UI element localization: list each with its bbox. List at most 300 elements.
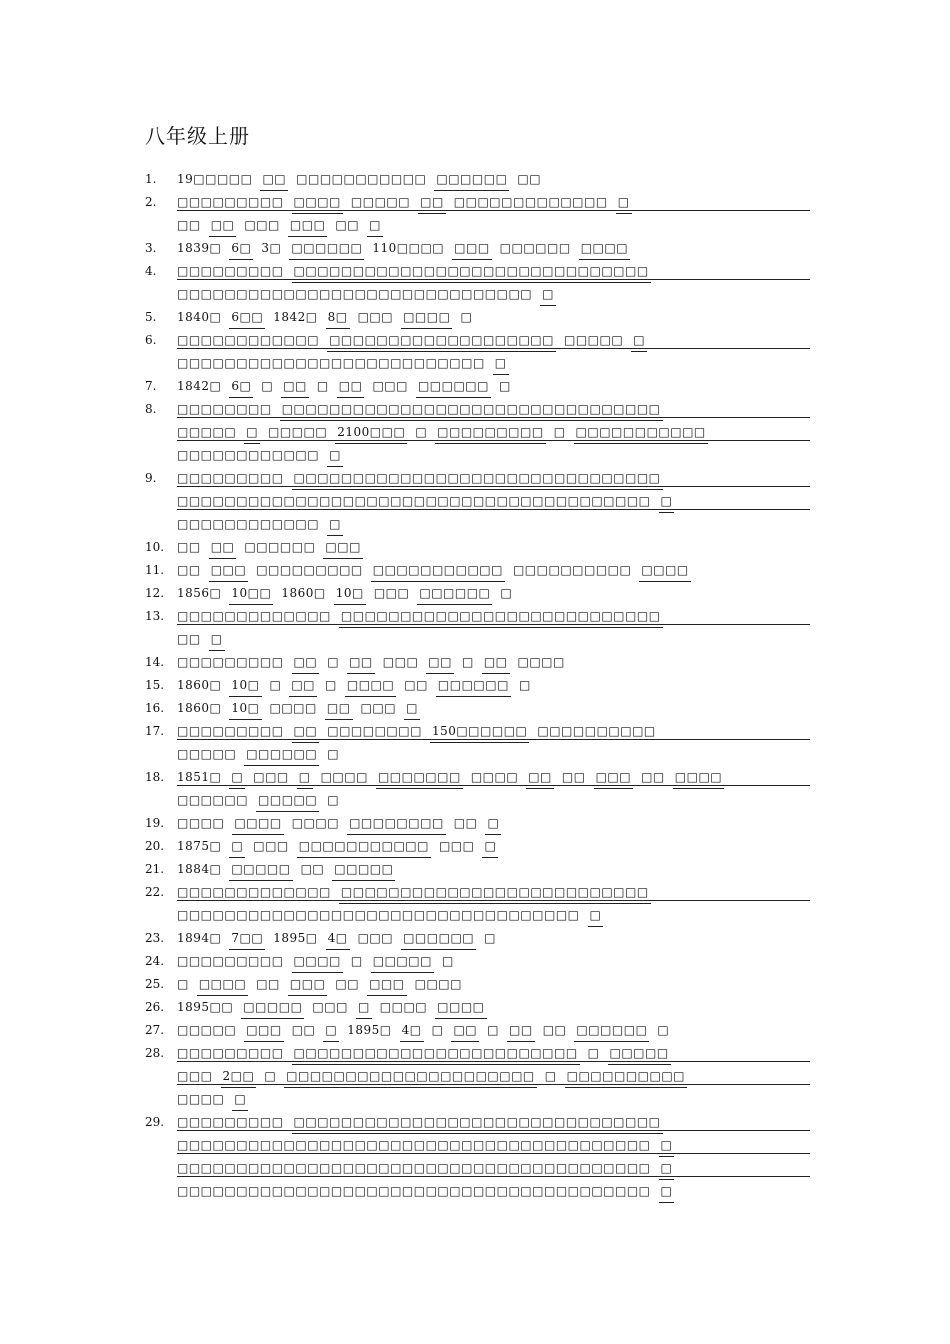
- question-segment: □□□□□□□□□□□□□□□□□□□□□□□□□□□□□□: [177, 287, 533, 301]
- question-segment: □□□□□□□□□□□□□□□□□□□□□□□□□□: [177, 356, 485, 370]
- answer-underline: [177, 624, 810, 625]
- question-line: [145, 766, 810, 789]
- answer-blank: □: [540, 283, 556, 306]
- question-line: [145, 996, 810, 1019]
- answer-blank: □□□□: [401, 306, 452, 329]
- question-number: 3.: [145, 241, 157, 255]
- question-segment: □□□□□: [177, 1023, 237, 1037]
- question-segment: 1895□□: [177, 1000, 234, 1014]
- question-number: 19.: [145, 816, 165, 830]
- question-segment: □□: [561, 770, 586, 784]
- question-segment: □□□□□□□□□□□□: [177, 448, 320, 462]
- question-item: [145, 996, 810, 1019]
- answer-blank: □□□□□: [256, 789, 319, 812]
- page-title: 八年级上册: [145, 124, 250, 148]
- question-segment: □□□□: [379, 1000, 428, 1014]
- answer-blank: □□□□: [292, 950, 343, 973]
- question-segment: □□□□□□□□□□□□□: [177, 609, 331, 623]
- question-segment: □□: [177, 563, 201, 577]
- question-segment: 1860□: [177, 678, 222, 692]
- question-text: [177, 444, 810, 467]
- answer-blank: □□□□□□□□□□□□□□□□□□□□□□□□□□□□□□□: [292, 1111, 663, 1134]
- question-segment: □: [327, 655, 340, 669]
- question-segment: □□□□□□□□□□□□□□□□□□□□□□□□□□□□□□□□□□□□□□□□: [177, 1138, 651, 1152]
- question-segment: 1856□: [177, 586, 222, 600]
- answer-blank: 6□: [229, 375, 253, 398]
- answer-blank: □□□□□□: [401, 927, 476, 950]
- question-segment: □□□: [312, 1000, 348, 1014]
- question-segment: □□□□□□: [177, 793, 249, 807]
- question-segment: □: [500, 586, 513, 600]
- answer-blank: □: [229, 766, 245, 789]
- question-segment: □□□: [357, 931, 394, 945]
- question-text: [177, 812, 810, 835]
- question-text: [177, 237, 810, 260]
- question-segment: □□□: [382, 655, 419, 669]
- question-number: 18.: [145, 770, 165, 784]
- answer-blank: □□□□□: [241, 996, 304, 1019]
- answer-blank: □□: [426, 651, 454, 674]
- question-segment: 1875□: [177, 839, 222, 853]
- answer-blank: □□□□: [232, 812, 283, 835]
- answer-blank: □□□□□□: [416, 375, 491, 398]
- question-item: [145, 950, 810, 973]
- question-line: [145, 283, 810, 306]
- answer-blank: 6□: [229, 237, 253, 260]
- answer-blank: □: [356, 996, 372, 1019]
- question-item: [145, 375, 810, 398]
- question-line: [145, 812, 810, 835]
- answer-blank: □□□□□□: [436, 674, 511, 697]
- question-item: [145, 605, 810, 651]
- answer-underline: [177, 1084, 810, 1085]
- question-segment: □□□□□□□□□: [177, 1115, 284, 1129]
- answer-blank: □□□: [288, 973, 328, 996]
- question-segment: □□□□□□□□□: [177, 195, 284, 209]
- question-number: 7.: [145, 379, 157, 393]
- question-item: [145, 191, 810, 237]
- question-line: [145, 168, 810, 191]
- question-segment: □: [544, 1069, 557, 1083]
- question-line: [145, 559, 810, 582]
- answer-underline: [177, 348, 810, 349]
- question-number: 1.: [145, 172, 157, 186]
- question-segment: □□□□□: [350, 195, 411, 209]
- question-line: [145, 1019, 810, 1042]
- question-segment: □□□□□□□□□: [177, 724, 284, 738]
- answer-underline: [177, 417, 810, 418]
- question-text: [177, 1180, 810, 1203]
- question-segment: □□□□□□: [499, 241, 571, 255]
- question-number: 17.: [145, 724, 165, 738]
- question-number: 29.: [145, 1115, 165, 1129]
- question-segment: □□□□□□□□□□□□□: [453, 195, 608, 209]
- answer-blank: □: [323, 1019, 339, 1042]
- question-segment: □□□□: [177, 1092, 225, 1106]
- answer-blank: □□□□□: [608, 1042, 671, 1065]
- answer-blank: □□□□□□□□□□□□□□□□□□□□□□□□□□□□□□: [292, 260, 651, 283]
- question-segment: 19□□□□□: [177, 172, 253, 186]
- question-line: [145, 789, 810, 812]
- question-number: 22.: [145, 885, 165, 899]
- question-number: 26.: [145, 1000, 165, 1014]
- question-segment: □: [441, 954, 454, 968]
- answer-blank: □□□: [288, 214, 328, 237]
- question-number: 28.: [145, 1046, 165, 1060]
- answer-blank: □□□: [367, 973, 407, 996]
- question-segment: □□□□: [470, 770, 519, 784]
- answer-blank: □□□□: [197, 973, 248, 996]
- question-line: [145, 191, 810, 214]
- question-text: [177, 628, 810, 651]
- question-segment: □□□□□□□□□: [177, 471, 284, 485]
- answer-blank: □□: [451, 1019, 479, 1042]
- answer-blank: □: [404, 697, 420, 720]
- question-segment: □□□: [253, 770, 289, 784]
- answer-blank: □□□□□□: [434, 168, 509, 191]
- answer-blank: □□□: [244, 1019, 284, 1042]
- question-text: [177, 375, 810, 398]
- question-segment: □□□□□□□□: [327, 724, 422, 738]
- answer-blank: □□: [507, 1019, 535, 1042]
- answer-blank: 150□□□□□□: [430, 720, 529, 743]
- question-line: [145, 904, 810, 927]
- answer-blank: □□: [337, 375, 365, 398]
- answer-blank: □□□□□□□□□□: [565, 1065, 687, 1088]
- answer-underline: [177, 279, 810, 280]
- question-item: [145, 651, 810, 674]
- question-number: 23.: [145, 931, 165, 945]
- question-segment: □□□□□□□□□□: [512, 563, 632, 577]
- question-segment: □□□□□□□□□□□□□: [177, 885, 331, 899]
- answer-blank: □□□□□□: [417, 582, 492, 605]
- question-segment: □□□□□□□□□□□□: [177, 333, 320, 347]
- answer-blank: □□□□□□□□□□□□□□□□□□□□□□□□□□□□□□□□: [280, 398, 663, 421]
- answer-blank: □: [485, 812, 501, 835]
- question-number: 4.: [145, 264, 157, 278]
- question-line: [145, 835, 810, 858]
- answer-underline: [177, 509, 810, 510]
- question-number: 14.: [145, 655, 165, 669]
- question-segment: □: [325, 678, 337, 692]
- question-segment: □: [553, 425, 566, 439]
- question-line: [145, 467, 810, 490]
- question-segment: □: [264, 1069, 277, 1083]
- answer-blank: □□: [289, 674, 317, 697]
- question-segment: □□□: [177, 1069, 213, 1083]
- question-number: 20.: [145, 839, 165, 853]
- question-text: [177, 697, 810, 720]
- question-segment: 1842□: [177, 379, 222, 393]
- answer-blank: □□□□□□□□□□□□□□□□□□□□□□□□□□□: [339, 605, 663, 628]
- question-item: [145, 720, 810, 766]
- question-item: [145, 168, 810, 191]
- answer-blank: □: [616, 191, 632, 214]
- answer-underline: [177, 1153, 810, 1154]
- question-line: [145, 375, 810, 398]
- question-line: [145, 674, 810, 697]
- answer-underline: [177, 785, 810, 786]
- question-item: [145, 260, 810, 306]
- question-segment: □□□: [373, 586, 410, 600]
- answer-blank: □: [367, 214, 383, 237]
- question-segment: □□□□□□□□□: [177, 1046, 284, 1060]
- question-segment: □□□: [253, 839, 289, 853]
- answer-blank: □: [482, 835, 498, 858]
- question-item: [145, 1019, 810, 1042]
- question-number: 6.: [145, 333, 157, 347]
- answer-blank: □□□□□: [371, 950, 434, 973]
- question-segment: □□□□□: [177, 425, 237, 439]
- question-segment: □: [261, 379, 274, 393]
- question-segment: 1895□: [347, 1023, 392, 1037]
- question-line: [145, 973, 810, 996]
- question-item: [145, 536, 810, 559]
- question-line: [145, 352, 810, 375]
- question-segment: □□□□□□□□□: [177, 264, 284, 278]
- answer-blank: □□□□□□: [289, 237, 364, 260]
- answer-underline: [177, 1176, 810, 1177]
- question-item: [145, 674, 810, 697]
- question-text: [177, 674, 810, 697]
- question-line: [145, 1065, 810, 1088]
- answer-underline: [177, 1130, 810, 1131]
- question-text: [177, 536, 810, 559]
- answer-blank: 4□: [326, 927, 350, 950]
- question-segment: □: [269, 678, 282, 692]
- answer-blank: □□□□: [579, 237, 630, 260]
- question-line: [145, 927, 810, 950]
- question-line: [145, 398, 810, 421]
- question-segment: 1860□: [177, 701, 222, 715]
- answer-blank: □□□□□□□□: [347, 812, 446, 835]
- question-line: [145, 536, 810, 559]
- question-line: [145, 1180, 810, 1203]
- question-segment: □□□□: [269, 701, 317, 715]
- answer-blank: 4□: [400, 1019, 424, 1042]
- question-item: [145, 697, 810, 720]
- answer-blank: □: [588, 904, 604, 927]
- question-item: [145, 559, 810, 582]
- answer-blank: □□□□: [345, 674, 396, 697]
- question-line: [145, 743, 810, 766]
- question-text: [177, 789, 810, 812]
- question-segment: □□□: [360, 701, 397, 715]
- answer-blank: □: [209, 628, 225, 651]
- question-line: [145, 444, 810, 467]
- answer-blank: □□: [347, 651, 375, 674]
- question-item: [145, 881, 810, 927]
- question-segment: □: [415, 425, 428, 439]
- answer-blank: 2100□□□: [335, 421, 407, 444]
- question-text: [177, 582, 810, 605]
- question-line: [145, 490, 810, 513]
- answer-blank: □: [659, 1157, 675, 1180]
- answer-blank: 10□: [229, 697, 261, 720]
- answer-blank: □□□□□□□□□□□: [371, 559, 505, 582]
- answer-blank: □□□□□□□□□□□□□□□□□□□□□□□□□□: [339, 881, 651, 904]
- answer-blank: □: [244, 421, 260, 444]
- question-text: [177, 858, 810, 881]
- answer-blank: □□□: [594, 766, 634, 789]
- question-segment: □: [518, 678, 531, 692]
- question-number: 2.: [145, 195, 157, 209]
- answer-blank: □□□□□□□□□: [435, 421, 546, 444]
- answer-blank: □□□□: [292, 191, 343, 214]
- question-segment: □□: [453, 816, 478, 830]
- question-segment: □□□□□□□□□□□□: [177, 517, 320, 531]
- question-line: [145, 306, 810, 329]
- question-segment: □□□□□□□□□: [177, 954, 284, 968]
- question-segment: □□: [517, 172, 542, 186]
- question-text: [177, 904, 810, 927]
- answer-blank: □□□: [452, 237, 492, 260]
- question-segment: □□□: [244, 218, 280, 232]
- question-line: [145, 582, 810, 605]
- question-text: [177, 743, 810, 766]
- answer-blank: □: [659, 1180, 675, 1203]
- question-item: [145, 858, 810, 881]
- question-item: [145, 835, 810, 858]
- answer-blank: □□: [209, 214, 237, 237]
- question-line: [145, 513, 810, 536]
- question-line: [145, 881, 810, 904]
- question-item: [145, 237, 810, 260]
- question-text: [177, 651, 810, 674]
- question-item: [145, 927, 810, 950]
- question-segment: □□: [641, 770, 665, 784]
- question-text: [177, 283, 810, 306]
- question-segment: □□□□: [177, 816, 225, 830]
- question-text: [177, 214, 810, 237]
- question-text: [177, 513, 810, 536]
- answer-underline: [177, 210, 810, 211]
- question-number: 27.: [145, 1023, 165, 1037]
- answer-underline: [177, 440, 810, 441]
- answer-blank: □□□□□□□□□□□□□□□□□□□: [327, 329, 556, 352]
- question-segment: 1895□: [273, 931, 318, 945]
- question-segment: □: [316, 379, 329, 393]
- question-segment: □□□: [357, 310, 394, 324]
- question-segment: □□□□□: [268, 425, 328, 439]
- question-segment: □□□□□□□□□□□□□□□□□□□□□□□□□□□□□□□□□□□□□□□□: [177, 1161, 651, 1175]
- question-item: [145, 582, 810, 605]
- answer-blank: □: [327, 444, 343, 467]
- question-line: [145, 1088, 810, 1111]
- question-item: [145, 766, 810, 812]
- answer-blank: □: [659, 1134, 675, 1157]
- answer-blank: □□: [281, 375, 309, 398]
- question-line: [145, 421, 810, 444]
- question-segment: □□□□: [320, 770, 368, 784]
- answer-blank: □□: [292, 720, 320, 743]
- question-number: 11.: [145, 563, 165, 577]
- question-segment: □□□: [438, 839, 475, 853]
- answer-blank: 7□□: [229, 927, 265, 950]
- question-number: 16.: [145, 701, 165, 715]
- question-segment: □: [460, 310, 473, 324]
- question-line: [145, 329, 810, 352]
- question-segment: □□□□□□□□□□: [537, 724, 656, 738]
- question-segment: □: [487, 1023, 499, 1037]
- answer-blank: □□□: [323, 536, 363, 559]
- question-segment: □: [657, 1023, 670, 1037]
- question-segment: □□: [542, 1023, 567, 1037]
- question-text: [177, 973, 810, 996]
- question-segment: □□□□□□□□□□□□□□□□□□□□□□□□□□□□□□□□□□□□□□□□: [177, 1184, 651, 1198]
- question-segment: 3□: [261, 241, 282, 255]
- answer-blank: □□□□□□□□□□□□□□□□□□□□□□□□□□□□□□□: [292, 467, 663, 490]
- answer-blank: □: [297, 766, 313, 789]
- question-line: [145, 237, 810, 260]
- question-line: [145, 1111, 810, 1134]
- question-segment: □: [327, 793, 340, 807]
- question-segment: □□: [335, 218, 360, 232]
- answer-blank: □□: [418, 191, 446, 214]
- answer-blank: □□: [325, 697, 353, 720]
- answer-blank: □□□□□□□□□□□□□□□□□□□□□□□□: [292, 1042, 580, 1065]
- question-segment: □: [484, 931, 496, 945]
- question-segment: □: [177, 977, 189, 991]
- answer-blank: □□□□□: [332, 858, 395, 881]
- question-segment: □□: [177, 540, 201, 554]
- question-item: [145, 973, 810, 996]
- answer-blank: □□: [526, 766, 554, 789]
- question-segment: □□□: [372, 379, 408, 393]
- question-text: [177, 352, 810, 375]
- question-segment: 1860□: [281, 586, 326, 600]
- question-item: [145, 1111, 810, 1203]
- question-line: [145, 697, 810, 720]
- question-text: [177, 559, 810, 582]
- question-segment: □□□□□□□□□□□□□□□□□□□□□□□□□□□□□□□□□□: [177, 908, 580, 922]
- answer-blank: □□□□□: [229, 858, 292, 881]
- answer-blank: □□□□: [639, 559, 690, 582]
- question-segment: □□□□□: [563, 333, 624, 347]
- question-number: 8.: [145, 402, 157, 416]
- answer-blank: □□□: [209, 559, 249, 582]
- answer-blank: 10□□: [229, 582, 273, 605]
- question-text: [177, 996, 810, 1019]
- question-segment: □□□□□□□□□□□: [296, 172, 427, 186]
- question-segment: 1840□: [177, 310, 222, 324]
- question-segment: □□□□□□□□□□□□□□□□□□□□□□□□□□□□□□□□□□□□□□□□: [177, 494, 651, 508]
- question-segment: 110□□□□: [372, 241, 445, 255]
- question-line: [145, 1042, 810, 1065]
- question-text: [177, 1019, 810, 1042]
- question-segment: 1884□: [177, 862, 222, 876]
- answer-blank: 6□□: [229, 306, 265, 329]
- question-line: [145, 950, 810, 973]
- question-segment: □□□□□□□□□: [177, 655, 284, 669]
- answer-blank: □: [493, 352, 509, 375]
- question-line: [145, 651, 810, 674]
- question-number: 10.: [145, 540, 165, 554]
- question-text: [177, 927, 810, 950]
- question-segment: □□: [404, 678, 428, 692]
- answer-blank: □□□□: [435, 996, 486, 1019]
- question-segment: 1839□: [177, 241, 222, 255]
- question-item: [145, 398, 810, 467]
- answer-blank: 8□: [326, 306, 350, 329]
- answer-underline: [177, 739, 810, 740]
- answer-blank: □□□□□□□□□□□□□□□□□□□□□: [284, 1065, 537, 1088]
- answer-blank: □□□□□□□□□□□: [574, 421, 708, 444]
- question-segment: □□: [256, 977, 280, 991]
- answer-underline: [177, 1061, 810, 1062]
- question-number: 21.: [145, 862, 165, 876]
- question-segment: □□: [335, 977, 360, 991]
